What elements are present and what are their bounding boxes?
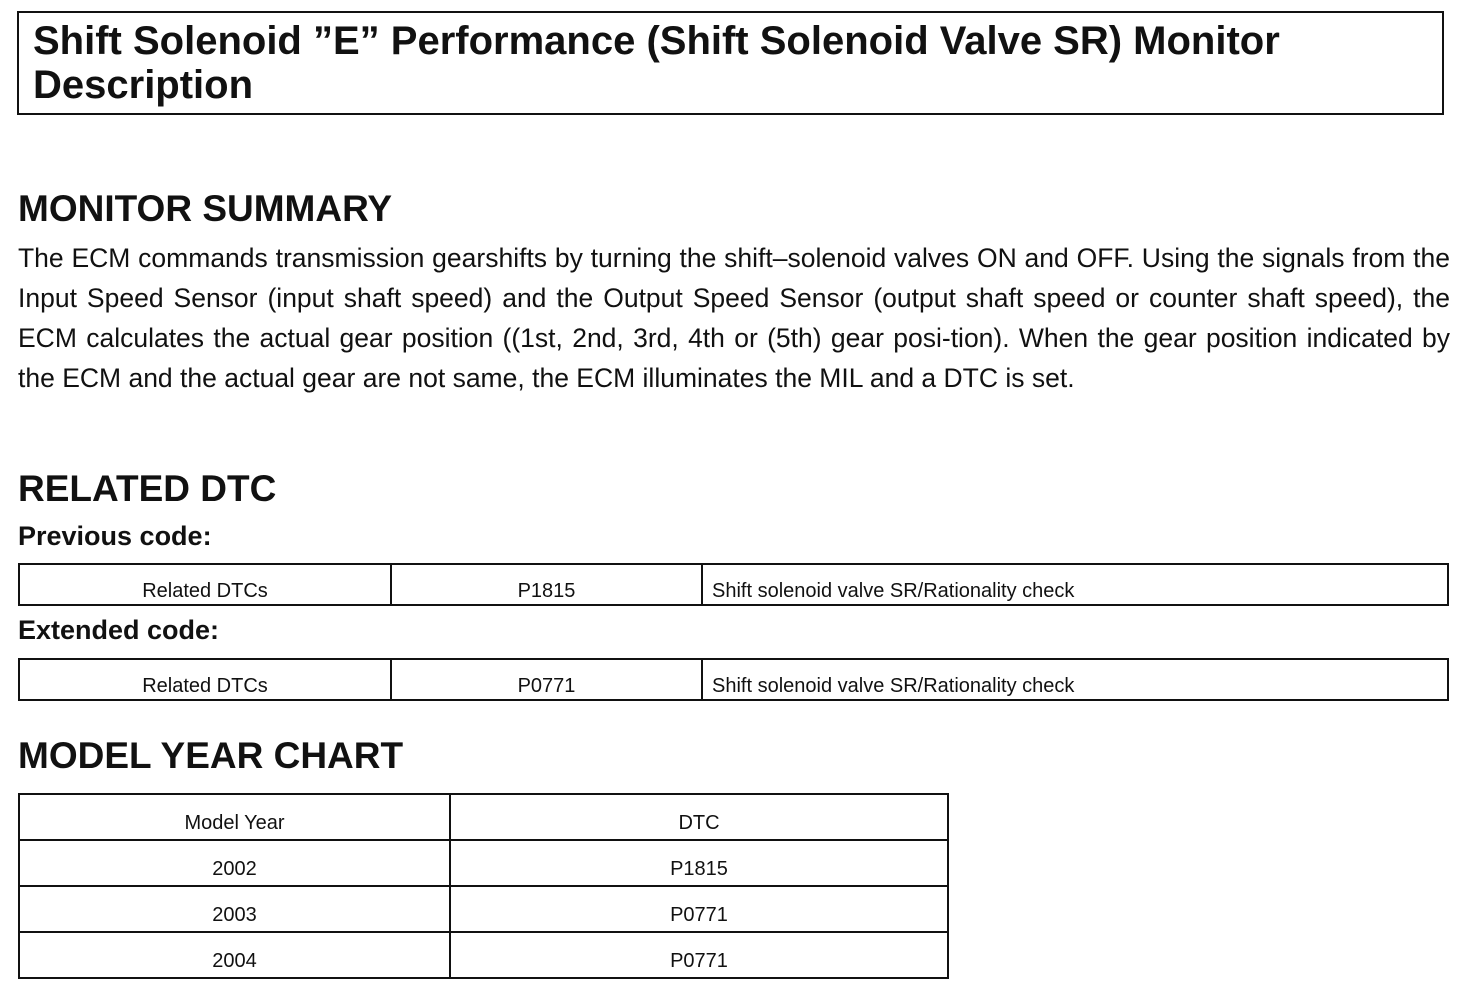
dtc-cell: P0771 bbox=[450, 886, 948, 932]
monitor-summary-heading: MONITOR SUMMARY bbox=[18, 188, 393, 229]
dtc-row-label: Related DTCs bbox=[19, 659, 391, 700]
page-title: Shift Solenoid ”E” Performance (Shift Solenoid Valve SR) Monitor Description bbox=[33, 19, 1280, 107]
model-year-cell: 2004 bbox=[19, 932, 450, 978]
dtc-cell: P1815 bbox=[450, 840, 948, 886]
model-year-chart-heading: MODEL YEAR CHART bbox=[18, 735, 404, 776]
column-header-model-year: Model Year bbox=[19, 794, 450, 840]
previous-code-label: Previous code: bbox=[18, 521, 212, 551]
monitor-summary-text: The ECM commands transmission gearshifts by turning the shift–solenoid valves ON and OFF. Using the signals from the Input Speed Sensor (input shaft speed) and the Output Speed Sensor (output shaft speed or counter shaft speed), the ECM calculates the actual gear position ((1st, 2nd, 3rd, 4th or (5th) gear posi-tion). When the gear position indicated by the ECM and the actual gear are not same, the ECM illuminates the MIL and a DTC is set. bbox=[18, 243, 1450, 393]
extended-code-label: Extended code: bbox=[18, 615, 220, 645]
dtc-description: Shift solenoid valve SR/Rationality check bbox=[702, 659, 1448, 700]
table-row bbox=[19, 564, 1448, 605]
extended-code-table bbox=[18, 658, 1449, 701]
table-row bbox=[19, 840, 948, 886]
title-box bbox=[17, 11, 1444, 115]
table-row bbox=[19, 932, 948, 978]
dtc-code: P0771 bbox=[391, 659, 702, 700]
related-dtc-heading: RELATED DTC bbox=[18, 468, 277, 509]
model-year-cell: 2002 bbox=[19, 840, 450, 886]
dtc-description: Shift solenoid valve SR/Rationality check bbox=[702, 564, 1448, 605]
column-header-dtc: DTC bbox=[450, 794, 948, 840]
model-year-table bbox=[18, 793, 949, 979]
dtc-row-label: Related DTCs bbox=[19, 564, 391, 605]
dtc-cell: P0771 bbox=[450, 932, 948, 978]
dtc-code: P1815 bbox=[391, 564, 702, 605]
table-row bbox=[19, 659, 1448, 700]
table-header-row bbox=[19, 794, 948, 840]
table-row bbox=[19, 886, 948, 932]
model-year-cell: 2003 bbox=[19, 886, 450, 932]
previous-code-table bbox=[18, 563, 1449, 606]
